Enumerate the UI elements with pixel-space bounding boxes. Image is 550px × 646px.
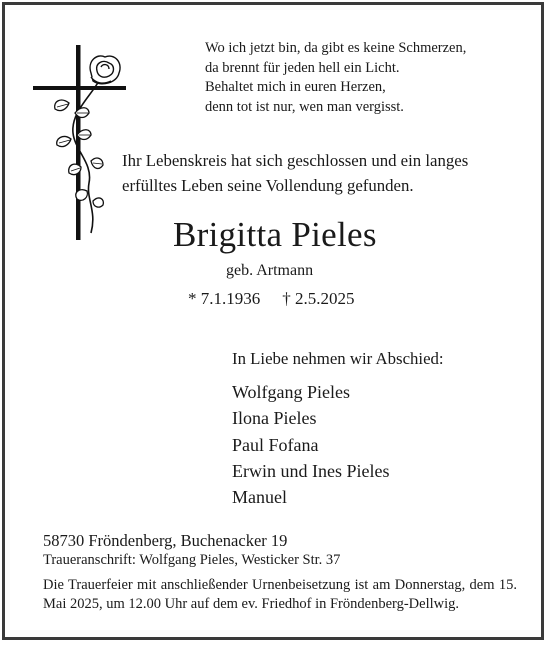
life-dates bbox=[188, 288, 355, 310]
poem-line: Wo ich jetzt bin, da gibt es keine Schmerzen, bbox=[205, 40, 467, 56]
deceased-name: Brigitta Pieles bbox=[173, 215, 377, 254]
mourner-name: Manuel bbox=[232, 487, 287, 508]
mourning-address: Traueranschrift: Wolfgang Pieles, Westicker Str. 37 bbox=[43, 552, 341, 568]
poem-line: da brennt für jeden hell ein Licht. bbox=[205, 59, 400, 76]
closing-circle-text bbox=[122, 148, 468, 198]
mourner-name: Ilona Pieles bbox=[232, 408, 317, 429]
cross-with-rose-icon bbox=[31, 43, 131, 243]
poem-line: denn tot ist nur, wen man vergisst. bbox=[205, 98, 404, 115]
obituary-frame bbox=[2, 2, 544, 640]
closing-circle-line: erfülltes Leben seine Vollendung gefunden. bbox=[122, 176, 414, 195]
birth-date: * 7.1.1936 bbox=[188, 289, 261, 308]
family-address: 58730 Fröndenberg, Buchenacker 19 bbox=[43, 531, 288, 550]
closing-circle-line: Ihr Lebenskreis hat sich geschlossen und ein langes bbox=[122, 151, 469, 170]
maiden-name: geb. Artmann bbox=[226, 262, 314, 279]
poem bbox=[205, 39, 466, 117]
funeral-service-notice: Die Trauerfeier mit anschließender Urnenbeisetzung ist am Donnerstag, dem 15. Mai 2025, um 12.00 Uhr auf dem ev. Friedhof in Fröndenberg-Dellwig. bbox=[43, 577, 517, 612]
death-date: † 2.5.2025 bbox=[282, 289, 355, 308]
farewell-line: In Liebe nehmen wir Abschied: bbox=[232, 349, 444, 368]
mourners-list bbox=[232, 379, 389, 510]
mourner-name: Wolfgang Pieles bbox=[232, 382, 351, 402]
mourner-name: Erwin und Ines Pieles bbox=[232, 460, 390, 481]
poem-line: Behaltet mich in euren Herzen, bbox=[205, 79, 386, 95]
mourner-name: Paul Fofana bbox=[232, 434, 319, 455]
